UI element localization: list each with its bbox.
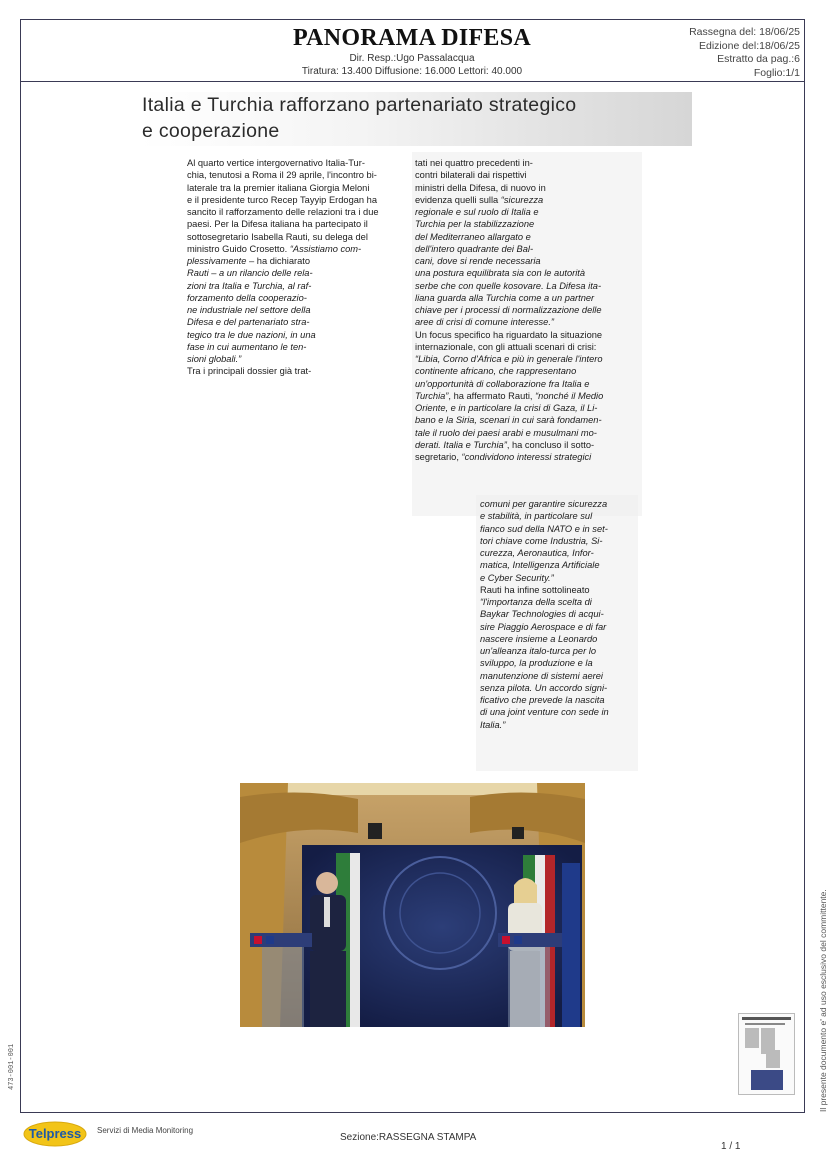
quote-line: “Libia, Corno d'Africa e più in generale l'intero [415,354,603,364]
quote-line: e stabilità, in particolare sul [480,511,593,522]
header-divider [20,81,805,82]
text-line: e il presidente turco Recep Tayyip Erdogan ha [187,194,378,205]
quote-line: tori chiave come Industria, Si- [480,535,603,546]
text-line: chia, tenutosi a Roma il 29 aprile, l'incontro bi- [187,170,377,181]
text-line: Tra i principali dossier già trat- [187,366,312,377]
quote-span: “nonché il Medio [535,390,604,401]
quote-span: derati. Italia e Turchia” [415,439,507,450]
service-label: Servizi di Media Monitoring [97,1126,194,1135]
quote-line: un'opportunità di collaborazione fra Italia e [415,378,590,389]
extract-page: Estratto da pag.:6 [717,53,800,65]
quote-line: tegico tra le due nazioni, in una [187,329,316,340]
text-line: contri bilaterali dai rispettivi [415,170,527,181]
headline-line-2: e cooperazione [142,120,280,142]
thumbnail-illustration [739,1014,794,1094]
quote-line: sviluppo, la produzione e la [480,658,593,669]
quote-line: sioni globali.” [187,354,242,364]
quote-span: “sicurezza [500,194,544,205]
quote-line: Turchia per la stabilizzazione [415,219,535,230]
quote-line: manutenzione di sistemi aerei [480,670,603,681]
page-thumbnail [738,1013,795,1095]
quote-line: Italia.” [480,719,506,730]
article-column-3 [480,498,635,731]
text-line [415,451,640,463]
quote-line: chiave per i processi di normalizzazione delle [415,305,602,315]
photo-illustration [240,783,585,1027]
article-headline [140,92,692,146]
circulation-line: Tiratura: 13.400 Diffusione: 16.000 Lettori: 40.000 [301,66,523,77]
quote-line: senza pilota. Un accordo signi- [480,682,608,693]
quote-line: aree di crisi di comune interesse.” [415,317,554,328]
text-line: laterale tra la premier italiana Giorgia Meloni [187,182,370,193]
usage-disclaimer: Il presente documento e' ad uso esclusivo del committente. [818,889,828,1112]
quote-line: Difesa e del partenariato stra- [187,317,310,328]
quote-line: un'alleanza italo-turca per lo [480,646,596,656]
sheet-number: Foglio:1/1 [753,66,800,79]
quote-line: regionale e sul ruolo di Italia e [415,207,539,217]
text-line [415,439,640,451]
quote-line: di una joint venture con sede in [480,707,609,718]
quote-line: del Mediterraneo allargato e [415,231,531,242]
quote-line: tale il ruolo dei paesi arabi e musulmani mo- [415,427,597,438]
text-line: Al quarto vertice intergovernativo Italia-Tur- [187,158,365,168]
quote-span: “condividono interessi strategici [461,452,592,462]
telpress-logo [23,1121,87,1147]
logo-text: Telpress [28,1126,82,1141]
section-label: Sezione:RASSEGNA STAMPA [340,1132,477,1143]
headline-line-1: Italia e Turchia rafforzano partenariato strategico [142,94,577,116]
text-span: , ha concluso il sotto- [506,439,595,450]
quote-line: Rauti – a un rilancio delle rela- [187,268,313,279]
quote-span: “Assistiamo com- [289,243,362,254]
quote-line: curezza, Aeronautica, Infor- [480,548,594,558]
quote-line: matica, Intelligenza Artificiale [480,560,600,571]
text-line: internazionale, con gli attuali scenari di crisi: [415,341,597,352]
quote-line: Oriente, e in particolare la crisi di Gaza, il Li- [415,403,598,413]
quote-line: zioni tra Italia e Turchia, al raf- [187,280,312,291]
edition-info [689,26,800,80]
quote-line: cani, dove si rende necessaria [415,256,541,266]
quote-line: ficativo che prevede la nascita [480,695,605,705]
article-column-2 [415,157,640,463]
quote-line: sire Piaggio Aerospace e di far [480,621,607,632]
text-line: Rauti ha infine sottolineato [480,584,590,595]
quote-span: Turchia” [415,390,449,401]
text-line: tati nei quattro precedenti in- [415,158,533,168]
quote-span: plessivamente [187,256,247,266]
masthead [230,24,594,78]
page-count: 1 / 1 [721,1141,741,1152]
quote-line: “l'importanza della scelta di [480,597,592,607]
quote-line: liana guarda alla Turchia come a un partner [415,292,595,303]
publication-name: PANORAMA DIFESA [292,25,532,51]
quote-line: serbe che con quelle kosovare. La Difesa ita- [415,280,602,291]
text-line [415,194,640,206]
quote-line: nascere insieme a Leonardo [480,633,598,644]
quote-line: Baykar Technologies di acqui- [480,609,604,620]
text-span: , ha affermato Rauti, [448,390,536,401]
text-span: – ha dichiarato [246,256,311,266]
text-line [187,243,397,255]
article-column-1 [187,157,397,378]
quote-line: una postura equilibrata sia con le autorità [415,268,586,279]
review-date: Rassegna del: 18/06/25 [689,26,800,38]
quote-line: bano e la Siria, scenari in cui sarà fondamen- [415,415,602,426]
edition-date: Edizione del:18/06/25 [699,39,800,52]
text-line [415,390,640,402]
text-line: sottosegretario Isabella Rauti, su delega del [187,231,368,242]
quote-line: ne industriale nel settore della [187,305,311,315]
text-span: evidenza quelli sulla [415,194,501,205]
document-code: 473-001-001 [8,1043,16,1090]
quote-line: fase in cui aumentano le ten- [187,341,307,352]
quote-line: continente africano, che rappresentano [415,366,577,377]
director-line: Dir. Resp.:Ugo Passalacqua [349,53,475,64]
text-span: ministro Guido Crosetto. [187,243,290,254]
quote-line: dell'intero quadrante dei Bal- [415,243,534,254]
text-line [187,255,397,267]
text-line: Un focus specifico ha riguardato la situazione [415,329,603,340]
text-span: segretario, [415,452,462,462]
quote-line: e Cyber Security.” [480,572,554,583]
quote-line: comuni per garantire sicurezza [480,499,608,509]
text-line: ministri della Difesa, di nuovo in [415,182,546,193]
text-line: paesi. Per la Difesa italiana ha partecipato il [187,219,368,230]
text-line: sancito il rafforzamento delle relazioni tra i due [187,207,379,217]
press-conference-photo [240,783,585,1027]
quote-line: forzamento della cooperazio- [187,292,307,303]
quote-line: fianco sud della NATO e in set- [480,523,608,534]
